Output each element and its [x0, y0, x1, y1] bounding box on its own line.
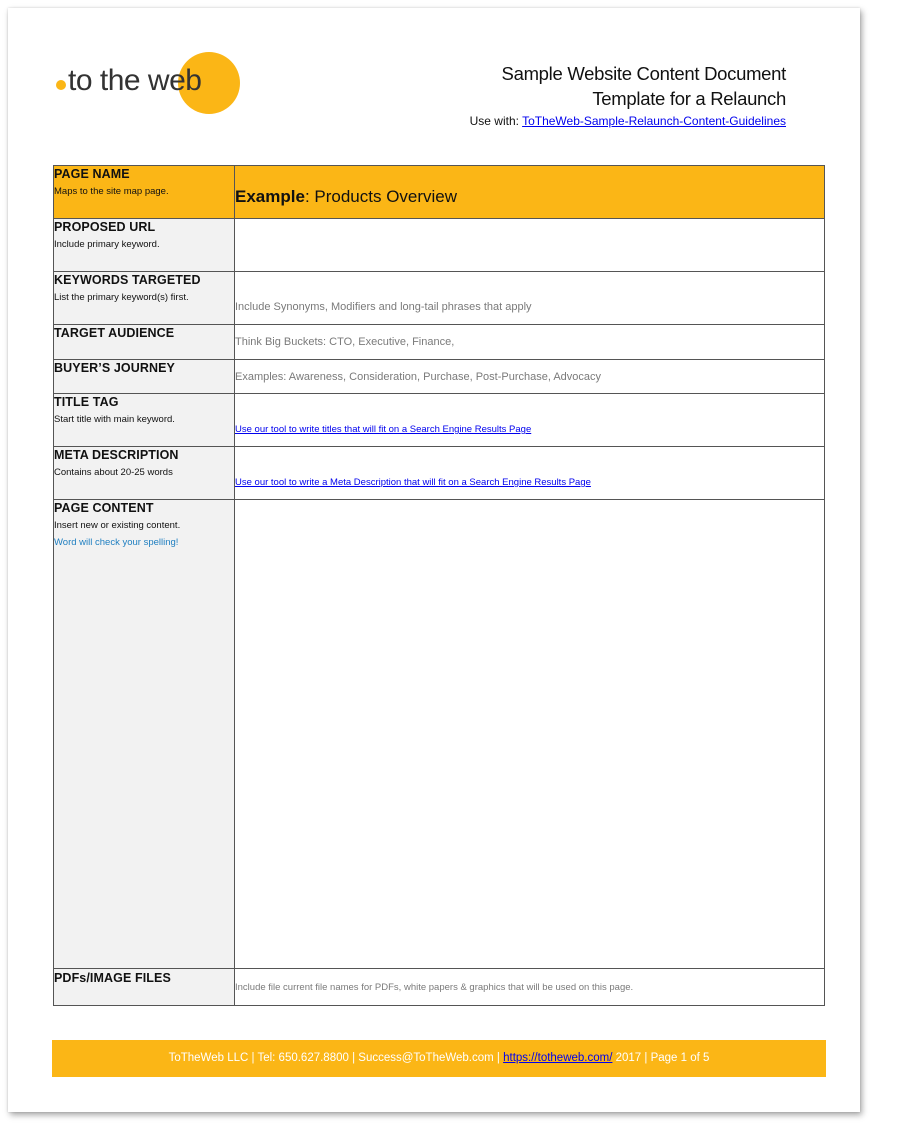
label-cell	[54, 325, 235, 360]
row-title-tag	[54, 394, 825, 447]
journey-text: Examples: Awareness, Consideration, Purchase, Post-Purchase, Advocacy	[235, 371, 602, 383]
use-with-line	[470, 114, 786, 128]
row-keywords	[54, 272, 825, 325]
row-subtitle: Maps to the site map page.	[54, 186, 169, 197]
row-proposed-url	[54, 219, 825, 272]
title-line-1: Sample Website Content Document	[501, 63, 786, 84]
spelling-note: Word will check your spelling!	[54, 537, 179, 548]
row-title: TITLE TAG	[54, 395, 119, 409]
page-name-value[interactable]	[235, 166, 825, 219]
page-content-area[interactable]	[235, 500, 825, 969]
row-page-content	[54, 500, 825, 969]
row-files	[54, 969, 825, 1006]
row-page-name	[54, 166, 825, 219]
meta-tool-link[interactable]: Use our tool to write a Meta Description that will fit on a Search Engine Results Page	[235, 477, 591, 488]
label-cell	[54, 360, 235, 394]
row-subtitle: Contains about 20-25 words	[54, 467, 173, 478]
footer-page-info: 2017 | Page 1 of 5	[612, 1052, 710, 1064]
label-cell	[54, 447, 235, 500]
row-subtitle: Include primary keyword.	[54, 239, 160, 250]
page-footer	[52, 1040, 826, 1077]
row-meta-description	[54, 447, 825, 500]
logo-text: to the web	[68, 64, 202, 97]
title-tool-link[interactable]: Use our tool to write titles that will fit on a Search Engine Results Page	[235, 424, 532, 435]
footer-website-link[interactable]: https://totheweb.com/	[503, 1052, 613, 1064]
page-name-text: : Products Overview	[304, 187, 458, 206]
label-cell	[54, 969, 235, 1006]
row-title: KEYWORDS TARGETED	[54, 273, 201, 287]
row-title: META DESCRIPTION	[54, 448, 179, 462]
logo-dot	[56, 80, 66, 90]
row-subtitle: Start title with main keyword.	[54, 414, 175, 425]
label-cell	[54, 394, 235, 447]
document-page	[8, 8, 860, 1112]
journey-value[interactable]	[235, 360, 825, 394]
row-audience	[54, 325, 825, 360]
proposed-url-value[interactable]	[235, 219, 825, 272]
row-subtitle: List the primary keyword(s) first.	[54, 292, 189, 303]
keywords-text: Include Synonyms, Modifiers and long-tail phrases that apply	[235, 301, 532, 313]
row-journey	[54, 360, 825, 394]
row-title: PDFs/IMAGE FILES	[54, 971, 171, 985]
label-cell	[54, 272, 235, 325]
document-title	[502, 61, 786, 111]
title-tag-value	[235, 394, 825, 447]
content-table	[53, 165, 825, 1006]
row-title: PAGE CONTENT	[54, 501, 154, 515]
label-cell	[54, 500, 235, 969]
meta-value	[235, 447, 825, 500]
footer-text: ToTheWeb LLC | Tel: 650.627.8800 | Success@ToTheWeb.com |	[168, 1052, 504, 1064]
guidelines-link[interactable]: ToTheWeb-Sample-Relaunch-Content-Guidelines	[522, 114, 786, 128]
audience-text: Think Big Buckets: CTO, Executive, Finance,	[235, 336, 455, 348]
totheweb-logo[interactable]	[54, 50, 244, 120]
title-line-2: Template for a Relaunch	[592, 88, 786, 109]
example-label: Example	[235, 187, 305, 206]
use-with-label: Use with:	[469, 114, 523, 128]
row-title: BUYER’S JOURNEY	[54, 361, 175, 375]
keywords-value[interactable]	[235, 272, 825, 325]
label-cell	[54, 219, 235, 272]
audience-value[interactable]	[235, 325, 825, 360]
label-cell	[54, 166, 235, 219]
row-title: TARGET AUDIENCE	[54, 326, 175, 340]
files-text: Include file current file names for PDFs, white papers & graphics that will be used on this page.	[235, 982, 634, 993]
row-subtitle: Insert new or existing content.	[54, 520, 181, 531]
files-value[interactable]	[235, 969, 825, 1006]
row-title: PROPOSED URL	[54, 220, 156, 234]
row-title: PAGE NAME	[54, 167, 130, 181]
